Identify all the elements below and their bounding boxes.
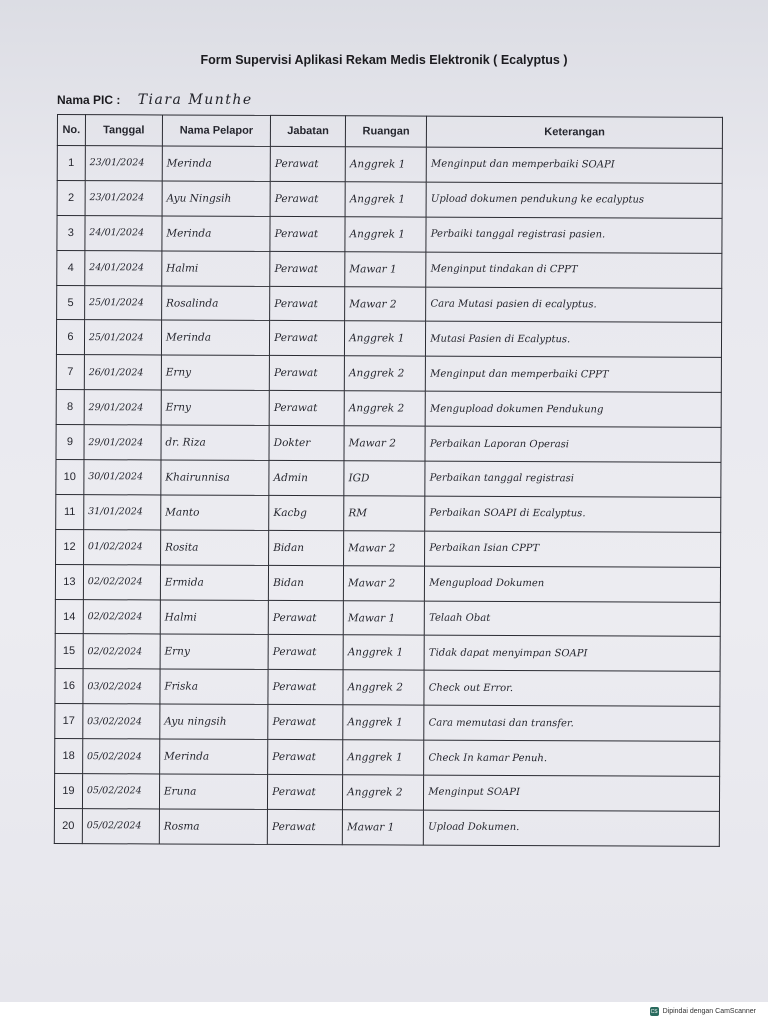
- row-tanggal: 05/02/2024: [82, 809, 159, 844]
- row-number: 19: [54, 774, 82, 809]
- table-row: [57, 250, 722, 288]
- row-tanggal: 02/02/2024: [83, 634, 160, 669]
- row-jabatan: Perawat: [267, 809, 342, 844]
- row-ruangan: Anggrek 2: [344, 356, 425, 391]
- header-keterangan: Keterangan: [427, 116, 723, 148]
- row-keterangan: Upload Dokumen.: [424, 810, 720, 846]
- row-keterangan: Telaah Obat: [425, 601, 721, 637]
- row-number: 5: [57, 285, 85, 320]
- table-row: [55, 599, 720, 637]
- table-row: [56, 355, 721, 393]
- row-jabatan: Perawat: [269, 391, 344, 426]
- row-nama-pelapor: Erny: [160, 634, 268, 669]
- row-ruangan: Anggrek 2: [344, 391, 425, 426]
- row-number: 10: [56, 460, 84, 495]
- row-number: 2: [57, 180, 85, 215]
- row-jabatan: Perawat: [269, 356, 344, 391]
- row-tanggal: 23/01/2024: [85, 146, 162, 181]
- row-keterangan: Mengupload dokumen Pendukung: [425, 391, 721, 427]
- row-jabatan: Perawat: [268, 600, 343, 635]
- row-nama-pelapor: Merinda: [162, 216, 270, 251]
- supervision-table: [54, 114, 723, 847]
- row-nama-pelapor: Eruna: [159, 774, 267, 809]
- row-tanggal: 05/02/2024: [82, 739, 159, 774]
- table-row: [56, 425, 721, 463]
- row-keterangan: Check In kamar Penuh.: [424, 740, 720, 776]
- row-nama-pelapor: Rosalinda: [161, 286, 269, 321]
- pic-label: Nama PIC :: [57, 93, 121, 107]
- row-tanggal: 29/01/2024: [84, 390, 161, 425]
- row-ruangan: Anggrek 1: [345, 182, 426, 217]
- row-number: 11: [56, 494, 84, 529]
- row-keterangan: Perbaiki tanggal registrasi pasien.: [426, 217, 722, 253]
- row-tanggal: 02/02/2024: [83, 564, 160, 599]
- row-tanggal: 05/02/2024: [82, 774, 159, 809]
- header-tanggal: Tanggal: [85, 115, 162, 146]
- row-ruangan: Mawar 1: [343, 600, 424, 635]
- row-jabatan: Bidan: [269, 565, 344, 600]
- header-no: No.: [57, 115, 85, 146]
- table-header-row: [57, 115, 722, 149]
- row-nama-pelapor: Merinda: [161, 320, 269, 355]
- row-nama-pelapor: Merinda: [159, 739, 267, 774]
- row-jabatan: Perawat: [270, 251, 345, 286]
- row-nama-pelapor: Ermida: [160, 565, 268, 600]
- row-number: 4: [57, 250, 85, 285]
- row-jabatan: Perawat: [270, 216, 345, 251]
- row-jabatan: Admin: [269, 460, 344, 495]
- table-row: [56, 460, 721, 498]
- row-nama-pelapor: Ayu Ningsih: [162, 181, 270, 216]
- row-keterangan: Tidak dapat menyimpan SOAPI: [424, 636, 720, 672]
- header-ruangan: Ruangan: [345, 116, 426, 147]
- pic-name-handwritten: Tiara Munthe: [137, 92, 253, 108]
- row-number: 7: [56, 355, 84, 390]
- row-number: 1: [57, 146, 85, 181]
- row-nama-pelapor: Khairunnisa: [161, 460, 269, 495]
- row-number: 18: [55, 739, 83, 774]
- row-ruangan: IGD: [344, 461, 425, 496]
- row-ruangan: Mawar 1: [342, 810, 423, 845]
- header-nama-pelapor: Nama Pelapor: [162, 115, 270, 146]
- row-ruangan: Anggrek 1: [345, 147, 426, 182]
- row-tanggal: 25/01/2024: [84, 320, 161, 355]
- row-nama-pelapor: Rosma: [159, 809, 267, 844]
- row-nama-pelapor: Halmi: [162, 251, 270, 286]
- row-jabatan: Perawat: [270, 321, 345, 356]
- row-keterangan: Cara Mutasi pasien di ecalyptus.: [426, 287, 722, 323]
- row-keterangan: Mengupload Dokumen: [425, 566, 721, 602]
- row-jabatan: Kacbg: [269, 495, 344, 530]
- table-row: [57, 215, 722, 253]
- row-ruangan: RM: [344, 496, 425, 531]
- row-tanggal: 25/01/2024: [84, 285, 161, 320]
- table-row: [56, 529, 721, 567]
- row-keterangan: Menginput dan memperbaiki CPPT: [426, 356, 722, 392]
- row-nama-pelapor: dr. Riza: [161, 425, 269, 460]
- row-jabatan: Perawat: [268, 740, 343, 775]
- row-keterangan: Check out Error.: [424, 670, 720, 706]
- row-nama-pelapor: Halmi: [160, 600, 268, 635]
- row-tanggal: 01/02/2024: [83, 529, 160, 564]
- row-ruangan: Anggrek 1: [343, 740, 424, 775]
- row-number: 8: [56, 390, 84, 425]
- row-number: 13: [55, 564, 83, 599]
- row-keterangan: Perbaikan tanggal registrasi: [425, 461, 721, 497]
- row-jabatan: Perawat: [268, 635, 343, 670]
- row-number: 20: [54, 808, 82, 843]
- row-keterangan: Menginput dan memperbaiki SOAPI: [426, 147, 722, 183]
- row-ruangan: Anggrek 1: [345, 217, 426, 252]
- row-ruangan: Anggrek 1: [345, 321, 426, 356]
- camscanner-logo-icon: CS: [650, 1008, 658, 1015]
- row-jabatan: Perawat: [270, 181, 345, 216]
- row-ruangan: Anggrek 2: [343, 775, 424, 810]
- row-ruangan: Anggrek 2: [343, 670, 424, 705]
- scanner-text: Dipindai dengan CamScanner: [662, 1008, 756, 1015]
- table-row: [55, 704, 720, 742]
- row-keterangan: Perbaikan Laporan Operasi: [425, 426, 721, 462]
- row-number: 12: [56, 529, 84, 564]
- table-row: [55, 739, 720, 777]
- row-nama-pelapor: Manto: [161, 495, 269, 530]
- header-jabatan: Jabatan: [270, 115, 345, 146]
- row-nama-pelapor: Merinda: [162, 146, 270, 181]
- table-row: [57, 180, 722, 218]
- row-number: 17: [55, 704, 83, 739]
- row-keterangan: Mutasi Pasien di Ecalyptus.: [426, 322, 722, 358]
- row-number: 6: [56, 320, 84, 355]
- row-tanggal: 30/01/2024: [84, 460, 161, 495]
- table-row: [56, 390, 721, 428]
- row-ruangan: Mawar 2: [343, 565, 424, 600]
- row-ruangan: Anggrek 1: [343, 705, 424, 740]
- row-nama-pelapor: Ayu ningsih: [160, 704, 268, 739]
- row-ruangan: Anggrek 1: [343, 635, 424, 670]
- row-ruangan: Mawar 1: [345, 251, 426, 286]
- pic-row: [57, 92, 253, 108]
- row-tanggal: 03/02/2024: [83, 704, 160, 739]
- row-jabatan: Perawat: [268, 670, 343, 705]
- form-title: Form Supervisi Aplikasi Rekam Medis Elektronik ( Ecalyptus ): [200, 53, 568, 67]
- row-ruangan: Mawar 2: [344, 531, 425, 566]
- row-number: 9: [56, 425, 84, 460]
- row-keterangan: Perbaikan SOAPI di Ecalyptus.: [425, 496, 721, 532]
- row-keterangan: Perbaikan Isian CPPT: [425, 531, 721, 567]
- table-row: [56, 320, 721, 358]
- row-nama-pelapor: Friska: [160, 669, 268, 704]
- table-row: [54, 808, 719, 846]
- row-tanggal: 29/01/2024: [84, 425, 161, 460]
- row-jabatan: Perawat: [268, 774, 343, 809]
- row-keterangan: Upload dokumen pendukung ke ecalyptus: [426, 182, 722, 218]
- table-row: [55, 564, 720, 602]
- row-number: 3: [57, 215, 85, 250]
- row-number: 16: [55, 669, 83, 704]
- table-row: [56, 494, 721, 532]
- row-keterangan: Cara memutasi dan transfer.: [424, 705, 720, 741]
- table-row: [57, 285, 722, 323]
- row-tanggal: 02/02/2024: [83, 599, 160, 634]
- row-keterangan: Menginput tindakan di CPPT: [426, 252, 722, 288]
- row-jabatan: Dokter: [269, 426, 344, 461]
- row-tanggal: 23/01/2024: [85, 181, 162, 216]
- row-ruangan: Mawar 2: [344, 426, 425, 461]
- row-nama-pelapor: Rosita: [160, 530, 268, 565]
- scanner-watermark: [650, 1007, 756, 1016]
- row-nama-pelapor: Erny: [161, 390, 269, 425]
- row-tanggal: 31/01/2024: [84, 495, 161, 530]
- row-tanggal: 24/01/2024: [85, 215, 162, 250]
- row-tanggal: 03/02/2024: [83, 669, 160, 704]
- table-row: [54, 774, 719, 812]
- row-keterangan: Menginput SOAPI: [424, 775, 720, 811]
- row-jabatan: Perawat: [268, 705, 343, 740]
- row-tanggal: 24/01/2024: [85, 250, 162, 285]
- row-jabatan: Perawat: [270, 286, 345, 321]
- row-ruangan: Mawar 2: [345, 286, 426, 321]
- row-jabatan: Bidan: [269, 530, 344, 565]
- table-row: [55, 669, 720, 707]
- row-jabatan: Perawat: [270, 146, 345, 181]
- row-number: 14: [55, 599, 83, 634]
- row-nama-pelapor: Erny: [161, 355, 269, 390]
- table-row: [55, 634, 720, 672]
- row-tanggal: 26/01/2024: [84, 355, 161, 390]
- row-number: 15: [55, 634, 83, 669]
- table-row: [57, 146, 722, 184]
